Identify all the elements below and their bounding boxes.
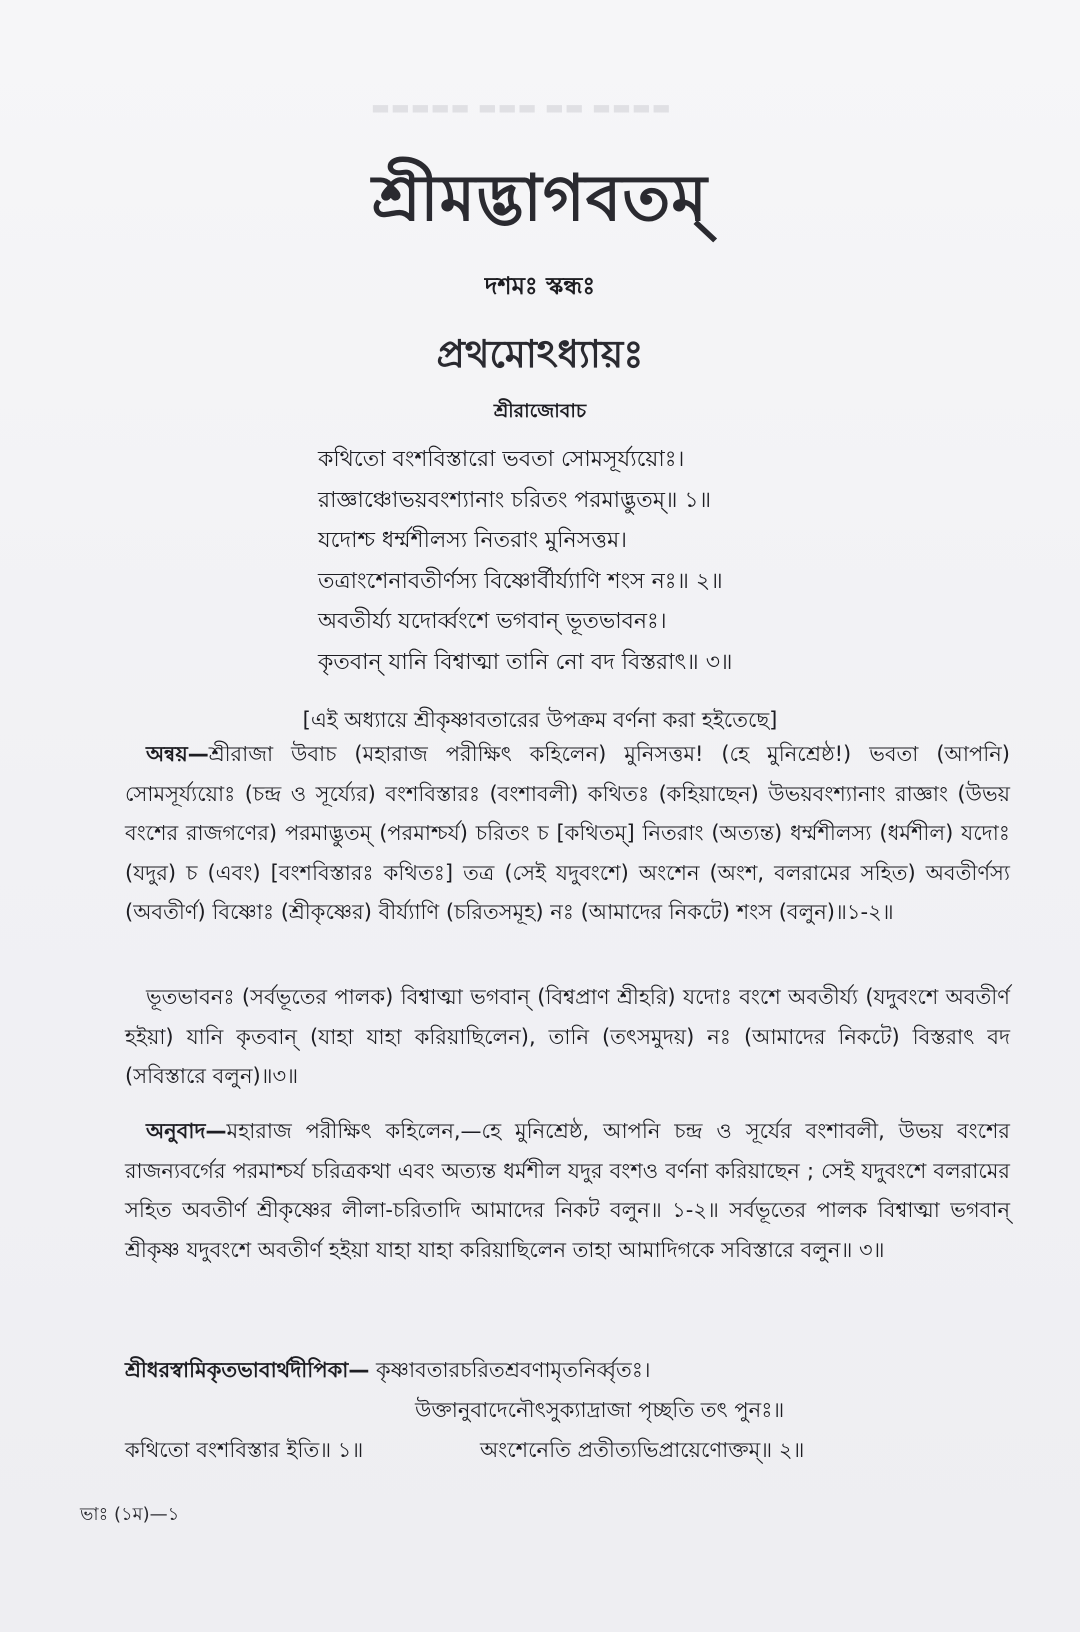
anvaya-label: অন্বয়—	[146, 742, 209, 766]
anvaya-text: শ্রীরাজা উবাচ (মহারাজ পরীক্ষিৎ কহিলেন) মুনিসত্তম! (হে মুনিশ্রেষ্ঠ!) ভবতা (আপনি) সোমসূর্য্যয়োঃ (চন্দ্র ও সূর্য্যের) বংশবিস্তারঃ (বংশাবলী) কথিতঃ (কহিয়াছেন) উভয়বংশ্যানাং রাজ্ঞাং (উভয় বংশের রাজগণের) পরমাদ্ভুতম্ (পরমাশ্চর্য) চরিতং চ [কথিতম্] নিতরাং (অত্যন্ত) ধর্ম্মশীলস্য (ধর্মশীল) যদোঃ (যদুর) চ (এবং) [বংশবিস্তারঃ কথিতঃ] তত্র (সেই যদুবংশে) অংশেন (অংশ, বলরামের সহিত) অবতীর্ণস্য (অবতীর্ণ) বিষ্ণোঃ (শ্রীকৃষ্ণের) বীর্য্যাণি (চরিতসমূহ) নঃ (আমাদের নিকটে) শংস (বলুন)॥১-২॥	[125, 742, 1010, 924]
anvaya-text-2: ভূতভাবনঃ (সর্বভূতের পালক) বিশ্বাত্মা ভগবান্ (বিশ্বপ্রাণ শ্রীহরি) যদোঃ বংশে অবতীর্য্য (যদুবংশে অবতীর্ণ হইয়া) যানি কৃতবান্ (যাহা যাহা করিয়াছিলেন), তানি (তৎসমুদয়) নঃ (আমাদের নিকটে) বিস্তরাৎ বদ (সবিস্তারে বলুন)॥৩॥	[125, 985, 1010, 1088]
commentary-label: শ্রীধরস্বামিকৃতভাবার্থদীপিকা—	[125, 1358, 370, 1382]
verse-line: তত্রাংশেনাবতীর্ণস্য বিষ্ণোর্বীর্য্যাণি শংস নঃ॥ ২॥	[318, 568, 723, 594]
commentary-text-1: কৃষ্ণাবতারচরিতশ্রবণামৃতনির্ব্বৃতঃ।	[369, 1358, 651, 1382]
verse-line: রাজ্ঞাঞ্চোভয়বংশ্যানাং চরিতং পরমাদ্ভুতম্॥ ১॥	[318, 487, 712, 513]
verse-line: কথিতো বংশবিস্তারো ভবতা সোমসূর্য্যয়োঃ।	[318, 447, 685, 472]
anuvad-text: মহারাজ পরীক্ষিৎ কহিলেন,—হে মুনিশ্রেষ্ঠ, আপনি চন্দ্র ও সূর্যের বংশাবলী, উভয় বংশের রাজন্যবর্গের পরমাশ্চর্য চরিত্রকথা এবং অত্যন্ত ধর্মশীল যদুর বংশও বর্ণনা করিয়াছেন ; সেই যদুবংশে বলরামের সহিত অবতীর্ণ শ্রীকৃষ্ণের লীলা-চরিতাদি আমাদের নিকট বলুন॥ ১-২॥ সর্বভূতের পালক বিশ্বাত্মা ভগবান্ শ্রীকৃষ্ণ যদুবংশে অবতীর্ণ হইয়া যাহা যাহা করিয়াছিলেন তাহা আমাদিগকে সবিস্তারে বলুন॥ ৩॥	[125, 1119, 1010, 1262]
verse-line: কৃতবান্ যানি বিশ্বাত্মা তানি নো বদ বিস্তরাৎ॥ ৩॥	[318, 649, 733, 675]
page-title: শ্রীমদ্ভাগবতম্	[372, 162, 708, 236]
commentary-note-2: অংশেনেতি প্রতীত্যভিপ্রায়েণোক্তম্॥ ২॥	[480, 1438, 805, 1462]
commentary-line-3	[125, 1430, 1010, 1470]
sridhara-commentary	[125, 1350, 1010, 1470]
commentary-note-1: কথিতো বংশবিস্তার ইতি॥ ১॥	[125, 1438, 364, 1462]
chapter-heading: প্রথমোঽধ্যায়ঃ	[436, 332, 644, 376]
chapter-note: [এই অধ্যায়ে শ্রীকৃষ্ণাবতারের উপক্রম বর্ণনা করা হইতেছে]	[302, 708, 778, 732]
sanskrit-verses	[318, 440, 732, 683]
page-signature: ভাঃ (১ম)—১	[80, 1504, 180, 1525]
anvaya-paragraph	[125, 735, 1010, 933]
speaker-label: শ্রীরাজোবাচ	[493, 400, 587, 422]
verse-line: অবতীর্য্য যদোর্ব্বংশে ভগবান্ ভূতভাবনঃ।	[318, 609, 667, 634]
commentary-line-2: উক্তানুবাদেনৌৎসুক্যাদ্রাজা পৃচ্ছতি তৎ পুনঃ॥	[415, 1398, 785, 1422]
verse-line: যদোশ্চ ধর্ম্মশীলস্য নিতরাং মুনিসত্তম।	[318, 528, 628, 553]
anuvad-paragraph	[125, 1112, 1010, 1270]
anvaya-paragraph-2	[125, 978, 1010, 1097]
show-through-text: ▬▬▬▬ ▬▬ ▬▬▬ ▬▬▬▬▬	[370, 95, 671, 119]
skandha-heading: দশমঃ স্কন্ধঃ	[484, 272, 596, 300]
anuvad-label: অনুবাদ—	[146, 1119, 227, 1143]
commentary-line-1	[125, 1350, 1010, 1390]
